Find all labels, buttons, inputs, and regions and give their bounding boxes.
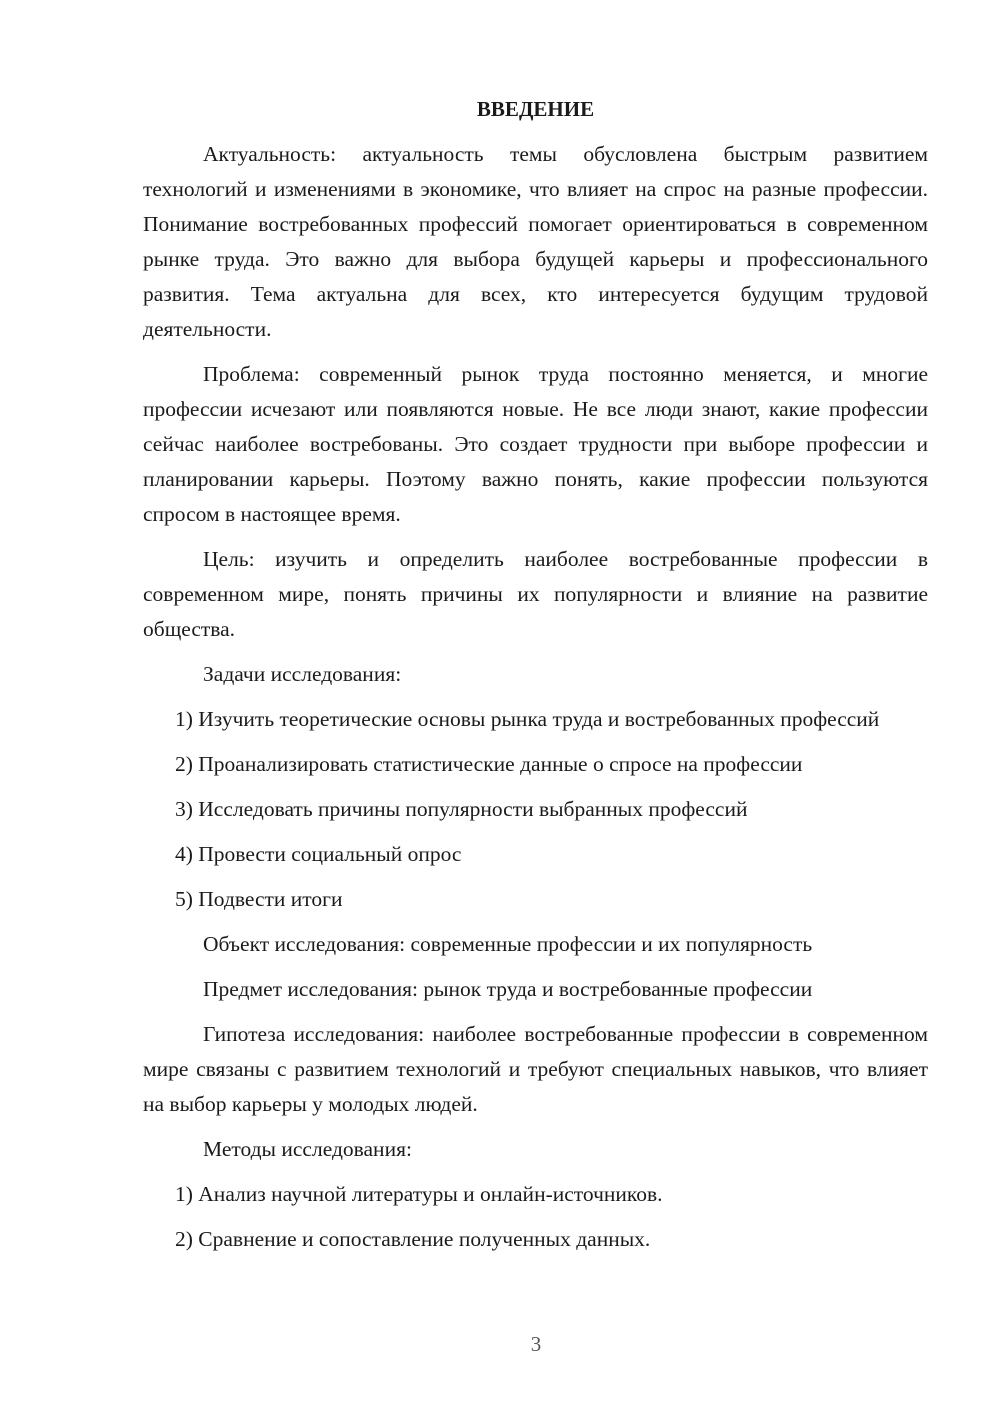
subject-line: Предмет исследования: рынок труда и востребованные профессии [203,977,813,1001]
hypothesis-paragraph: Гипотеза исследования: наиболее востребованные профессии в современном мире связаны с развитием технологий и требуют специальных навыков, что влияет на выбор карьеры у молодых людей. [143,1022,928,1116]
methods-heading: Методы исследования: [203,1137,412,1161]
tasks-list [143,702,928,917]
tasks-heading: Задачи исследования: [203,662,402,686]
relevance-paragraph: Актуальность: актуальность темы обусловлена быстрым развитием технологий и изменениями в экономике, что влияет на спрос на разные профессии. Понимание востребованных профессий помогает ориентироваться в современном рынке труда. Это важно для выбора будущей карьеры и профессионального развития. Тема актуальна для всех, кто интересуется будущим трудовой деятельности. [143,142,928,341]
task-item-2: 2) Проанализировать статистические данные о спросе на профессии [175,752,803,776]
methods-list [143,1177,928,1257]
method-item-1: 1) Анализ научной литературы и онлайн-источников. [175,1182,663,1206]
task-item-5: 5) Подвести итоги [175,887,343,911]
method-item-2: 2) Сравнение и сопоставление полученных данных. [175,1227,651,1251]
object-line: Объект исследования: современные профессии и их популярность [203,932,813,956]
task-item-1: 1) Изучить теоретические основы рынка труда и востребованных профессий [175,707,880,731]
page-number: 3 [530,1332,542,1356]
problem-paragraph: Проблема: современный рынок труда постоянно меняется, и многие профессии исчезают или появляются новые. Не все люди знают, какие профессии сейчас наиболее востребованы. Это создает трудности при выборе профессии и планировании карьеры. Поэтому важно понять, какие профессии пользуются спросом в настоящее время. [143,362,928,526]
task-item-3: 3) Исследовать причины популярности выбранных профессий [175,797,748,821]
goal-paragraph: Цель: изучить и определить наиболее востребованные профессии в современном мире, понять причины их популярности и влияние на развитие общества. [143,547,928,641]
page-content [143,92,928,1267]
section-title: ВВЕДЕНИЕ [476,97,595,121]
task-item-4: 4) Провести социальный опрос [175,842,462,866]
